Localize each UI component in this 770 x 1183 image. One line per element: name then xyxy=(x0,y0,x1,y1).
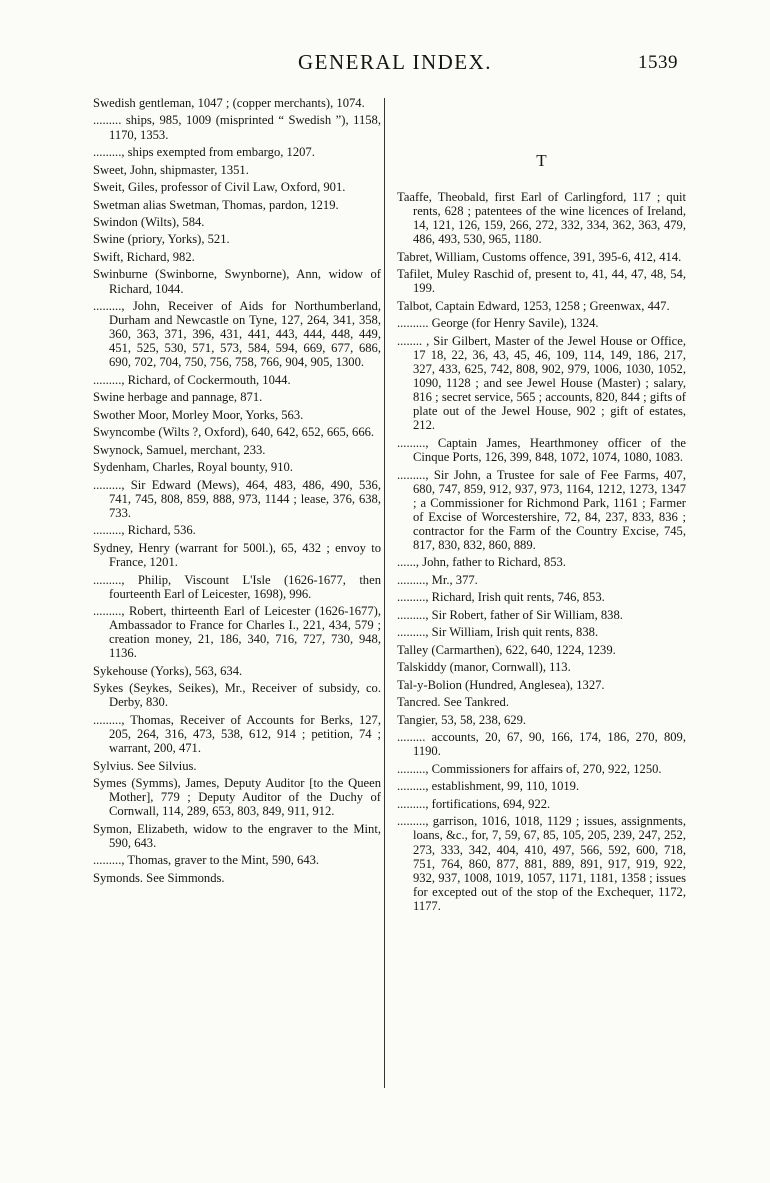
index-entry: Tancred. See Tankred. xyxy=(397,695,509,710)
running-title: GENERAL INDEX. xyxy=(298,50,493,74)
index-entry: Tal-y-Bolion (Hundred, Anglesea), 1327. xyxy=(397,677,605,692)
index-entry: Swedish gentleman, 1047 ; (copper merchants), 1074. xyxy=(93,96,365,110)
index-entry: Sydney, Henry (warrant for 500l.), 65, 432 ; envoy to France, 1201. xyxy=(93,540,381,570)
index-entry: ........., Thomas, Receiver of Accounts for Berks, 127, 205, 264, 316, 473, 538, 612, 914 ; petition, 74 ; warrant, 200, 471. xyxy=(93,712,381,756)
index-entry: Swift, Richard, 982. xyxy=(93,249,195,264)
index-entry: Taaffe, Theobald, first Earl of Carlingford, 117 ; quit rents, 628 ; patentees of the wine licences of Ireland, 14, 121, 126, 159, 266, 272, 332, 334, 362, 363, 479, 486, 493, 530, 965, 1180. xyxy=(397,190,686,247)
index-entry: ........., Commissioners for affairs of, 270, 922, 1250. xyxy=(397,761,662,776)
left-column xyxy=(93,96,381,888)
index-entry: Sweet, John, shipmaster, 1351. xyxy=(93,162,249,177)
index-entry: ........., Richard, of Cockermouth, 1044. xyxy=(93,372,291,387)
section-letter: T xyxy=(536,151,547,170)
index-entry: Tangier, 53, 58, 238, 629. xyxy=(397,712,527,727)
index-entry: ........., garrison, 1016, 1018, 1129 ; issues, assignments, loans, &c., for, 7, 59, 67, 85, 105, 205, 239, 247, 252, 273, 333, 342, 404, 410, 497, 566, 592, 600, 718, 751, 764, 860, 877, 881, 889, 891, 917, 919, 922, 932, 937, 1008, 1019, 1057, 1171, 1181, 1358 ; issues for excepted out of the stop of the Exchequer, 1172, 1177. xyxy=(397,814,686,913)
page-number: 1539 xyxy=(638,52,678,73)
index-entry: ........., Philip, Viscount L'Isle (1626-1677, then fourteenth Earl of Leicester, 1698), 996. xyxy=(93,572,381,601)
index-entry: ......... ships, 985, 1009 (misprinted “ Swedish ”), 1158, 1170, 1353. xyxy=(93,113,381,142)
index-entry: ........., Sir Edward (Mews), 464, 483, 486, 490, 536, 741, 745, 808, 859, 888, 973, 1144 ; lease, 376, 638, 733. xyxy=(93,477,381,520)
index-entry: Sylvius. See Silvius. xyxy=(93,758,197,773)
index-entry: Swother Moor, Morley Moor, Yorks, 563. xyxy=(93,407,304,422)
index-entry: Talbot, Captain Edward, 1253, 1258 ; Greenwax, 447. xyxy=(397,298,670,313)
index-entry: Sykehouse (Yorks), 563, 634. xyxy=(93,663,243,678)
index-entry: ......... accounts, 20, 67, 90, 166, 174, 186, 270, 809, 1190. xyxy=(397,730,686,759)
index-entry: Swine (priory, Yorks), 521. xyxy=(93,232,230,247)
index-entry: ........., Robert, thirteenth Earl of Leicester (1626-1677), Ambassador to France for Charles I., 221, 434, 579 ; creation money, 21, 186, 340, 716, 727, 730, 948, 1136. xyxy=(93,604,381,661)
index-entry: ........., Sir John, a Trustee for sale of Fee Farms, 407, 680, 747, 859, 912, 937, 973, 1164, 1212, 1273, 1347 ; a Commissioner for Richmond Park, 1161 ; Farmer of Excise of Worcestershire, 72, 84, 237, 833, 836 ; contractor for the Farm of the Country Excise, 745, 817, 830, 832, 860, 889. xyxy=(397,467,686,552)
right-column xyxy=(397,96,686,916)
page-header xyxy=(0,44,770,84)
index-entry: Sydenham, Charles, Royal bounty, 910. xyxy=(93,460,293,475)
index-entry: ........., John, Receiver of Aids for Northumberland, Durham and Newcastle on Tyne, 127, 264, 341, 358, 360, 363, 371, 396, 431, 441, 443, 444, 448, 449, 451, 525, 530, 571, 573, 584, 594, 669, 677, 686, 690, 702, 704, 750, 756, 758, 766, 904, 905, 1300. xyxy=(93,299,381,370)
index-entry: Swetman alias Swetman, Thomas, pardon, 1219. xyxy=(93,197,339,212)
index-entry: ........., Mr., 377. xyxy=(397,572,478,587)
index-entry: ........., Sir William, Irish quit rents, 838. xyxy=(397,625,599,640)
index-entry: Swine herbage and pannage, 871. xyxy=(93,390,263,405)
index-entry: ........ , Sir Gilbert, Master of the Jewel House or Office, 17 18, 22, 36, 43, 45, 46, 109, 114, 149, 186, 217, 327, 433, 625, 742, 808, 902, 979, 1006, 1030, 1052, 1090, 1128 ; and see Jewel House (Master) ; salary, 816 ; secret service, 565 ; accounts, 820, 844 ; gifts of plate out of the Jewel House, 902 ; gift of estates, 212. xyxy=(397,333,686,433)
index-entry: ........., Richard, Irish quit rents, 746, 853. xyxy=(397,590,605,605)
index-entry: Talley (Carmarthen), 622, 640, 1224, 1239. xyxy=(397,642,616,657)
index-entry: ........., fortifications, 694, 922. xyxy=(397,796,551,811)
index-entry: ........., Thomas, graver to the Mint, 590, 643. xyxy=(93,853,320,868)
index-entry: ........., establishment, 99, 110, 1019. xyxy=(397,779,580,794)
index-entry: Swinburne (Swinborne, Swynborne), Ann, widow of Richard, 1044. xyxy=(93,267,381,296)
index-entry: Tabret, William, Customs offence, 391, 395-6, 412, 414. xyxy=(397,249,682,264)
index-entry: Swindon (Wilts), 584. xyxy=(93,215,205,229)
index-entry: Symonds. See Simmonds. xyxy=(93,870,225,885)
index-entry: ........., ships exempted from embargo, 1207. xyxy=(93,145,315,160)
index-entry: ......, John, father to Richard, 853. xyxy=(397,555,566,570)
index-entry: ........., Sir Robert, father of Sir William, 838. xyxy=(397,607,623,622)
index-entry: ........., Captain James, Hearthmoney officer of the Cinque Ports, 126, 399, 848, 1072, 1074, 1080, 1083. xyxy=(397,435,686,465)
index-entry: Swynock, Samuel, merchant, 233. xyxy=(93,442,266,457)
index-entry: Symon, Elizabeth, widow to the engraver to the Mint, 590, 643. xyxy=(93,821,381,850)
index-entry: .......... George (for Henry Savile), 1324. xyxy=(397,316,599,331)
index-entry: Sykes (Seykes, Seikes), Mr., Receiver of subsidy, co. Derby, 830. xyxy=(93,681,381,710)
index-entry: Sweit, Giles, professor of Civil Law, Oxford, 901. xyxy=(93,180,346,195)
index-entry: Swyncombe (Wilts ?, Oxford), 640, 642, 652, 665, 666. xyxy=(93,425,375,440)
index-entry: Tafilet, Muley Raschid of, present to, 41, 44, 47, 48, 54, 199. xyxy=(397,267,686,296)
right-entries xyxy=(397,190,686,913)
index-entry: Talskiddy (manor, Cornwall), 113. xyxy=(397,660,571,675)
column-divider xyxy=(384,98,385,1088)
index-entry: ........., Richard, 536. xyxy=(93,523,196,538)
index-entry: Symes (Symms), James, Deputy Auditor [to the Queen Mother], 779 ; Deputy Auditor of the Duchy of Cornwall, 114, 289, 653, 803, 849, 911, 912. xyxy=(93,776,381,819)
